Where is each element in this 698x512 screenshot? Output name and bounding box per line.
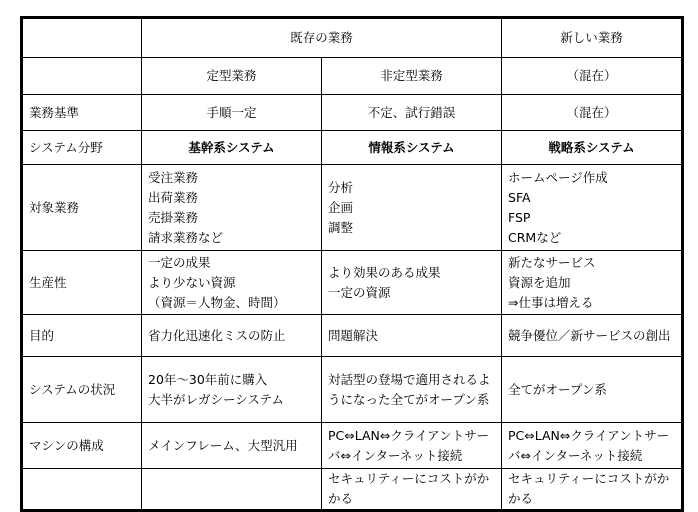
- table-row: [22, 131, 683, 165]
- table-row: [22, 469, 683, 511]
- list-item: 20年～30年前に購入: [148, 371, 268, 387]
- header-existing: 既存の業務: [142, 18, 502, 58]
- list-item: CRMなど: [508, 229, 562, 245]
- purpose-routine: 省力化迅速化ミスの防止: [142, 315, 322, 357]
- row-label-system: システム分野: [22, 131, 142, 165]
- list-item: FSP: [508, 209, 531, 225]
- system-routine: 基幹系システム: [142, 131, 322, 165]
- target-new: [502, 165, 683, 251]
- row-label-machine: マシンの構成: [22, 423, 142, 469]
- list-item: より少ない資源: [148, 274, 236, 290]
- system-new: 戦略系システム: [502, 131, 683, 165]
- empty-cell: [142, 469, 322, 511]
- productivity-routine: [142, 251, 322, 315]
- list-item: 一定の資源: [328, 284, 391, 300]
- purpose-nonroutine: 問題解決: [322, 315, 502, 357]
- list-item: 分析: [328, 179, 354, 195]
- status-routine: [142, 357, 322, 423]
- table-row: [22, 357, 683, 423]
- list-item: より効果のある成果: [328, 264, 441, 280]
- list-item: 大半がレガシーシステム: [148, 391, 285, 407]
- header-new: 新しい業務: [502, 18, 683, 58]
- cost-new: セキュリティーにコストがかかる: [502, 469, 683, 511]
- list-item: 資源を追加: [508, 274, 571, 290]
- productivity-new: [502, 251, 683, 315]
- system-nonroutine: 情報系システム: [322, 131, 502, 165]
- purpose-new: 競争優位／新サービスの創出: [502, 315, 683, 357]
- list-item: 企画: [328, 199, 354, 215]
- table-row: [22, 18, 683, 58]
- corner-cell: [22, 18, 142, 58]
- machine-routine: メインフレーム、大型汎用: [142, 423, 322, 469]
- table-row: [22, 423, 683, 469]
- row-label-purpose: 目的: [22, 315, 142, 357]
- target-nonroutine: [322, 165, 502, 251]
- machine-new: PC⇔LAN⇔クライアントサーバ⇔インターネット接続: [502, 423, 683, 469]
- header-nonroutine: 非定型業務: [322, 58, 502, 95]
- table-row: [22, 251, 683, 315]
- list-item: （資源＝人物金、時間）: [148, 294, 286, 310]
- table-row: [22, 58, 683, 95]
- list-item: ホームページ作成: [508, 169, 608, 185]
- status-nonroutine: 対話型の登場で適用されるようになった全てがオープン系: [322, 357, 502, 423]
- comparison-table: [20, 16, 684, 512]
- row-label-target: 対象業務: [22, 165, 142, 251]
- header-routine: 定型業務: [142, 58, 322, 95]
- criteria-routine: 手順一定: [142, 95, 322, 131]
- row-label-status: システムの状況: [22, 357, 142, 423]
- list-item: 新たなサービス: [508, 254, 596, 270]
- table-row: [22, 95, 683, 131]
- list-item: 請求業務など: [148, 229, 224, 245]
- machine-nonroutine: PC⇔LAN⇔クライアントサーバ⇔インターネット接続: [322, 423, 502, 469]
- header-mixed: （混在）: [502, 58, 683, 95]
- list-item: 売掛業務: [148, 209, 199, 225]
- row-label-last: [22, 469, 142, 511]
- status-new: 全てがオープン系: [502, 357, 683, 423]
- list-item: SFA: [508, 189, 531, 205]
- list-item: 出荷業務: [148, 189, 199, 205]
- empty-cell: [22, 58, 142, 95]
- list-item: ⇒仕事は増える: [508, 294, 594, 310]
- list-item: 一定の成果: [148, 254, 211, 270]
- table-row: [22, 165, 683, 251]
- criteria-new: （混在）: [502, 95, 683, 131]
- cost-nonroutine: セキュリティーにコストがかかる: [322, 469, 502, 511]
- productivity-nonroutine: [322, 251, 502, 315]
- target-routine: [142, 165, 322, 251]
- row-label-criteria: 業務基準: [22, 95, 142, 131]
- table-row: [22, 315, 683, 357]
- list-item: 調整: [328, 219, 354, 235]
- row-label-productivity: 生産性: [22, 251, 142, 315]
- list-item: 受注業務: [148, 169, 199, 185]
- criteria-nonroutine: 不定、試行錯誤: [322, 95, 502, 131]
